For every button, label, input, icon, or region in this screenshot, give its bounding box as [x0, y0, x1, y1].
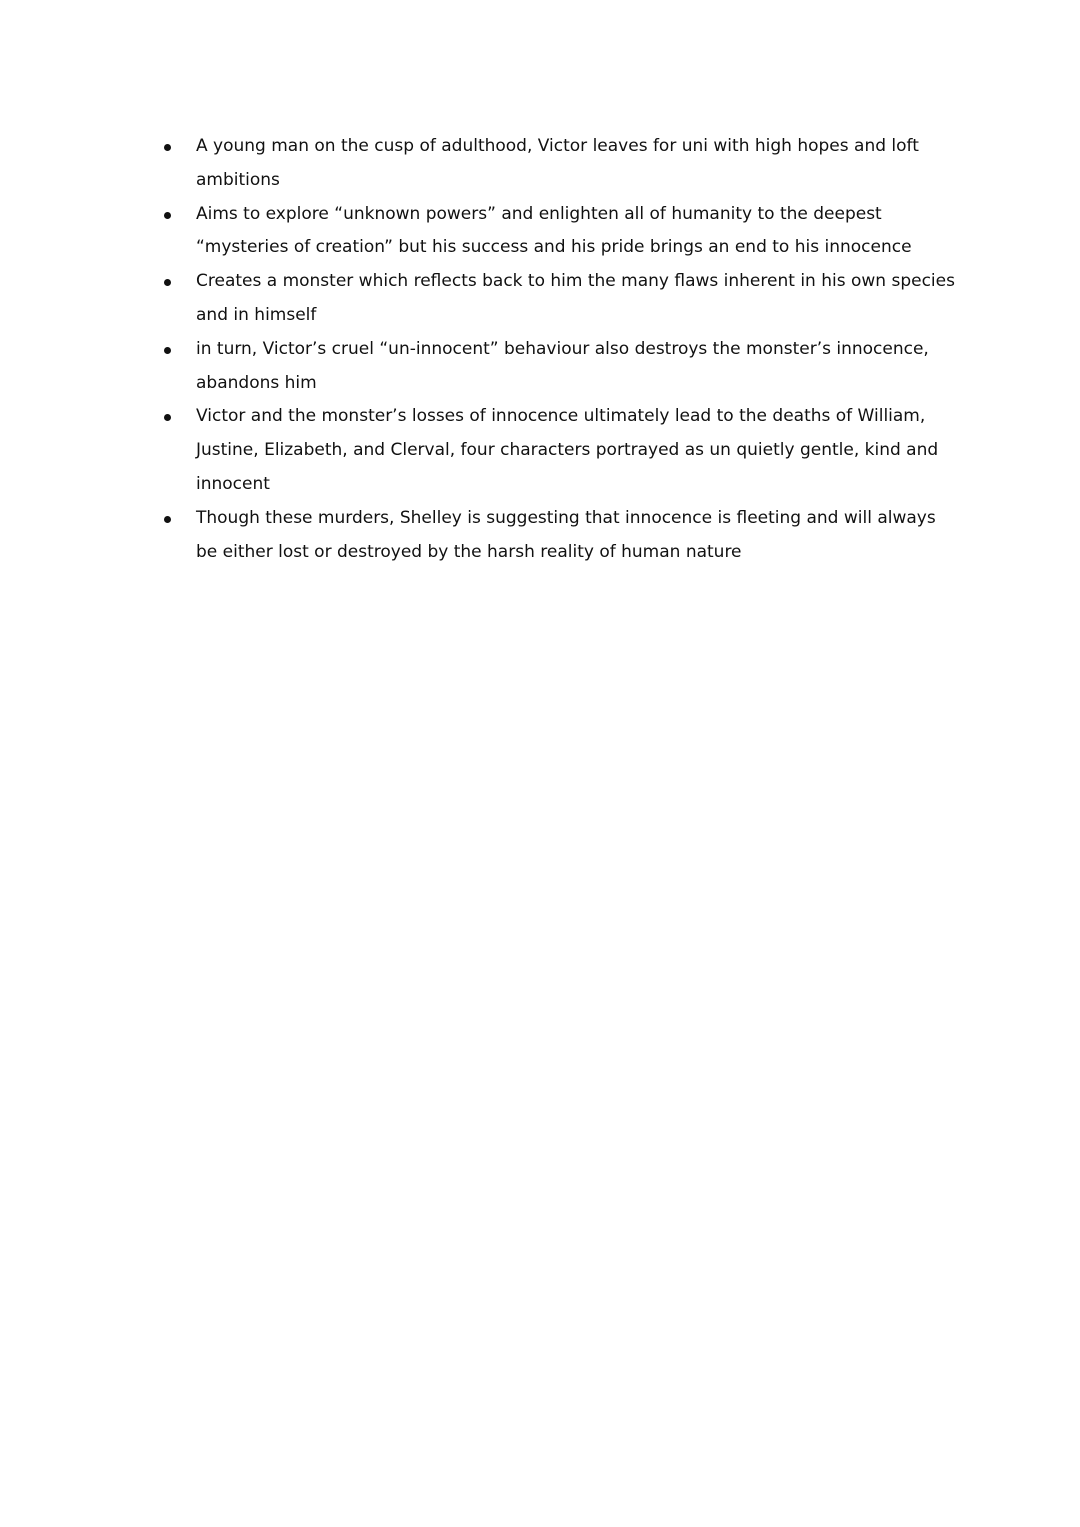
bullet-icon: [164, 516, 171, 523]
list-item-text: A young man on the cusp of adulthood, Victor leaves for uni with high hopes and loft ambitions: [196, 136, 919, 190]
list-item: [0, 265, 956, 333]
list-item: [0, 130, 956, 198]
list-item-text: Creates a monster which reflects back to him the many flaws inherent in his own species and in himself: [196, 271, 955, 325]
bullet-list: [0, 130, 1080, 569]
list-item-text: Victor and the monster’s losses of innocence ultimately lead to the deaths of William, Justine, Elizabeth, and Clerval, four characters portrayed as un quietly gentle, kind and innocent: [196, 406, 939, 494]
bullet-icon: [164, 414, 171, 421]
bullet-icon: [164, 144, 171, 151]
list-item-text: Aims to explore “unknown powers” and enlighten all of humanity to the deepest “mysteries of creation” but his success and his pride brings an end to his innocence: [196, 203, 912, 258]
list-item-text: Though these murders, Shelley is suggesting that innocence is fleeting and will always be either lost or destroyed by the harsh reality of human nature: [196, 507, 936, 562]
list-item: [0, 400, 956, 501]
list-item-text: in turn, Victor’s cruel “un-innocent” behaviour also destroys the monster’s innocence, abandons him: [196, 338, 929, 393]
list-item: [0, 502, 956, 570]
bullet-icon: [164, 212, 171, 219]
list-item: [0, 198, 956, 266]
bullet-icon: [164, 347, 171, 354]
list-item: [0, 333, 956, 401]
bullet-icon: [164, 279, 171, 286]
